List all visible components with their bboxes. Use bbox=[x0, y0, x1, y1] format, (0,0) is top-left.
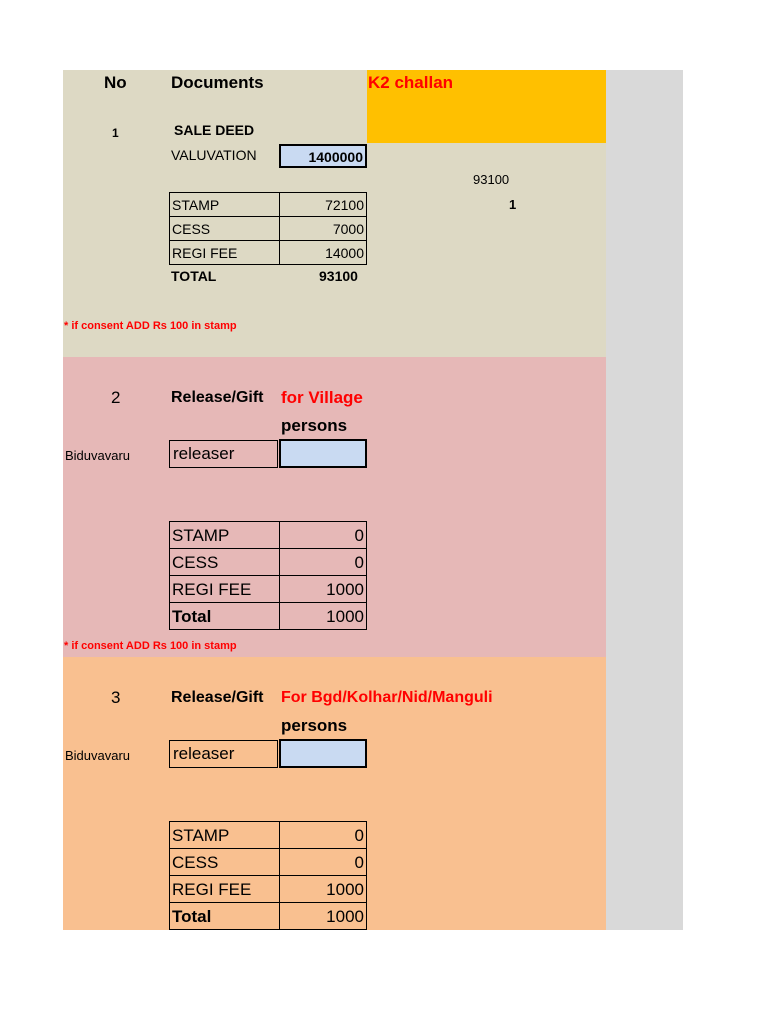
header-k2-challan: K2 challan bbox=[368, 73, 454, 92]
table-row bbox=[170, 549, 367, 576]
section-2-fee-table bbox=[169, 521, 367, 630]
section-3-releaser-cell: releaser bbox=[169, 740, 278, 768]
table-row bbox=[170, 603, 367, 630]
section-1-title: SALE DEED bbox=[174, 122, 255, 138]
fee-value: 0 bbox=[280, 549, 367, 576]
side-flag: 1 bbox=[509, 197, 517, 212]
table-row bbox=[170, 876, 367, 903]
fee-value: 72100 bbox=[280, 193, 367, 217]
section-3-fee-table bbox=[169, 821, 367, 930]
fee-label: Total bbox=[170, 603, 280, 630]
table-row bbox=[170, 903, 367, 930]
section-1-total-value: 93100 bbox=[319, 268, 358, 284]
fee-label: STAMP bbox=[170, 193, 280, 217]
section-3-side-label: Biduvavaru bbox=[65, 748, 131, 763]
section-3-persons: persons bbox=[281, 716, 348, 735]
table-row bbox=[170, 522, 367, 549]
side-total: 93100 bbox=[473, 172, 510, 187]
section-3-for-text: For Bgd/Kolhar/Nid/Manguli bbox=[281, 689, 493, 706]
section-2-title: Release/Gift bbox=[171, 389, 264, 406]
fee-value: 7000 bbox=[280, 217, 367, 241]
fee-value: 1000 bbox=[280, 903, 367, 930]
section-2-number: 2 bbox=[111, 388, 121, 407]
table-row bbox=[170, 193, 367, 217]
section-3-input[interactable] bbox=[279, 739, 367, 768]
section-2-input[interactable] bbox=[279, 439, 367, 468]
fee-label: CESS bbox=[170, 549, 280, 576]
header-no: No bbox=[104, 73, 127, 92]
fee-label: REGI FEE bbox=[170, 576, 280, 603]
table-row bbox=[170, 849, 367, 876]
fee-value: 1000 bbox=[280, 876, 367, 903]
table-row bbox=[170, 822, 367, 849]
fee-label: CESS bbox=[170, 217, 280, 241]
section-2-side-label: Biduvavaru bbox=[65, 448, 131, 463]
right-gray-column bbox=[606, 70, 683, 930]
section-2-releaser-cell: releaser bbox=[169, 440, 278, 468]
fee-label: CESS bbox=[170, 849, 280, 876]
section-3-number: 3 bbox=[111, 688, 121, 707]
fee-value: 0 bbox=[280, 849, 367, 876]
fee-label: REGI FEE bbox=[170, 876, 280, 903]
valuation-value: 1400000 bbox=[308, 149, 363, 165]
table-row bbox=[170, 217, 367, 241]
fee-label: Total bbox=[170, 903, 280, 930]
fee-label: STAMP bbox=[170, 522, 280, 549]
fee-value: 1000 bbox=[280, 603, 367, 630]
valuation-input[interactable] bbox=[279, 144, 367, 168]
section-3-title: Release/Gift bbox=[171, 689, 264, 706]
table-row bbox=[170, 241, 367, 265]
section-1-fee-table bbox=[169, 192, 367, 265]
fee-value: 0 bbox=[280, 822, 367, 849]
consent-note-1: * if consent ADD Rs 100 in stamp bbox=[64, 320, 237, 332]
section-2-persons: persons bbox=[281, 416, 348, 435]
table-row bbox=[170, 576, 367, 603]
section-1-total-label: TOTAL bbox=[171, 268, 217, 284]
fee-value: 0 bbox=[280, 522, 367, 549]
section-2-for-text: for Village bbox=[281, 388, 363, 407]
section-1-number: 1 bbox=[112, 126, 119, 140]
consent-note-2: * if consent ADD Rs 100 in stamp bbox=[64, 640, 237, 652]
fee-label: REGI FEE bbox=[170, 241, 280, 265]
fee-label: STAMP bbox=[170, 822, 280, 849]
fee-value: 1000 bbox=[280, 576, 367, 603]
header-documents: Documents bbox=[171, 73, 264, 92]
fee-value: 14000 bbox=[280, 241, 367, 265]
valuation-label: VALUVATION bbox=[171, 147, 257, 163]
